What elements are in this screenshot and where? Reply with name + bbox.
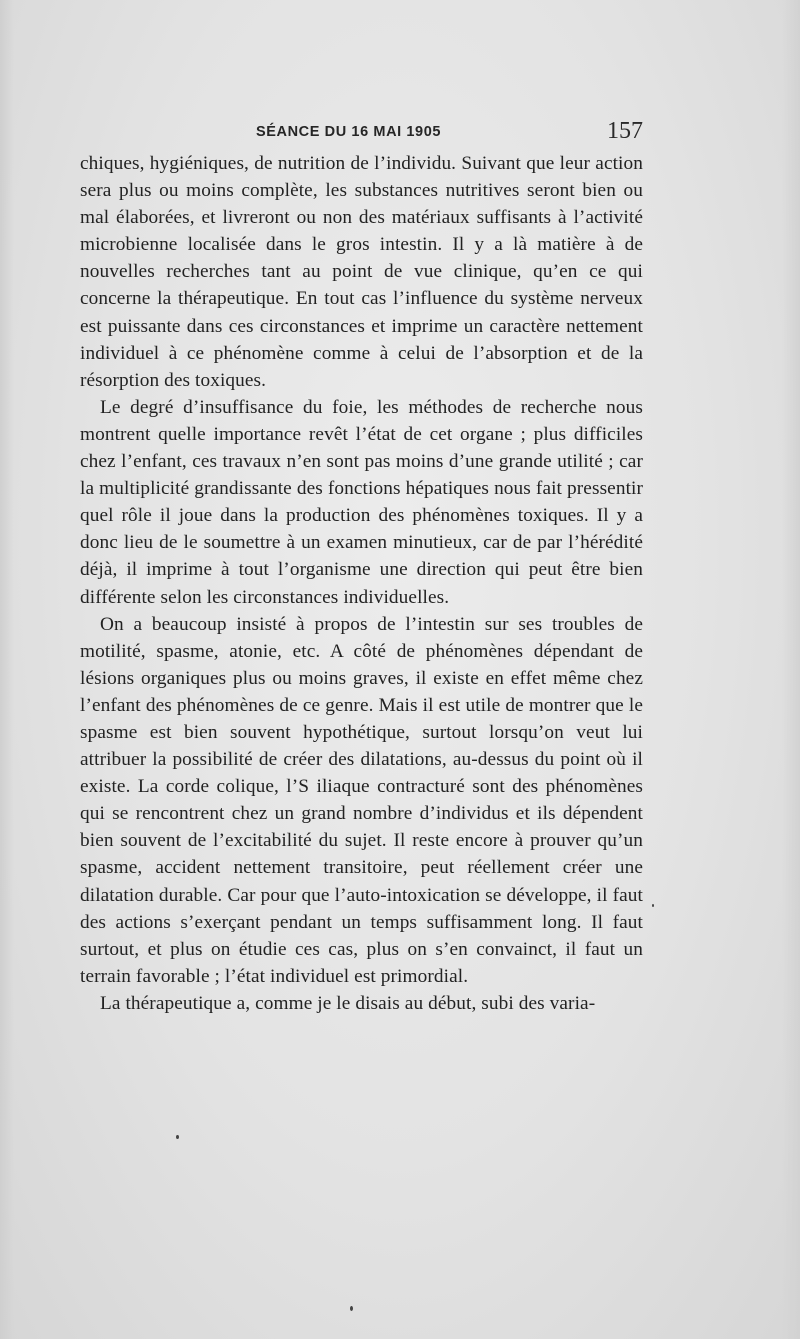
scan-shadow-left bbox=[0, 0, 14, 1339]
running-title: SÉANCE DU 16 MAI 1905 bbox=[256, 124, 442, 140]
paragraph-continued: chiques, hygiéniques, de nutrition de l’individu. Suivant que leur action sera plus ou moins complète, les substances nutritives seront bien ou mal élaborées, et livreront ou non des matériaux suffisants à l’activité microbienne localisée dans le gros intestin. Il y a là matière à de nouvelles recherches tant au point de vue clinique, qu’en ce qui concerne la thérapeutique. En tout cas l’influence du système nerveux est puissante dans ces circonstances et imprime un caractère nettement individuel à ce phénomène comme à celui de l’absorption et de la résorption des toxiques. bbox=[80, 153, 643, 391]
paragraph: On a beaucoup insisté à propos de l’intestin sur ses troubles de motilité, spasme, atonie, etc. A côté de phénomènes dépendant de lésions organiques plus ou moins graves, il existe en effet même chez l’enfant des phénomènes de ce genre. Mais il est utile de montrer que le spasme est bien souvent hypothétique, surtout lorsqu’on veut lui attribuer la possibilité de créer des dilatations, au-dessus du point où il existe. La corde colique, l’S iliaque contracturé sont des phénomènes qui se rencontrent chez un grand nombre d’individus et ils dépendent bien souvent de l’excitabilité du sujet. Il reste encore à prouver qu’un spasme, accident nettement transitoire, peut réellement créer une dilatation durable. Car pour que l’auto-intoxication se développe, il faut des actions s’exerçant pendant un temps suffisamment long. Il faut surtout, et plus on étudie ces cas, plus on s’en convainct, il faut un terrain favorable ; l’état individuel est primordial. bbox=[80, 613, 643, 987]
page-number: 157 bbox=[607, 118, 643, 144]
ink-speck bbox=[350, 1306, 353, 1311]
ink-speck bbox=[176, 1135, 179, 1139]
scan-shadow-right bbox=[782, 0, 800, 1339]
ink-speck bbox=[652, 904, 654, 907]
paragraph: Le degré d’insuffisance du foie, les méthodes de recherche nous montrent quelle importance revêt l’état de cet organe ; plus difficiles chez l’enfant, ces travaux n’en sont pas moins d’une grande utilité ; car la multiplicité grandissante des fonctions hépatiques nous fait pressentir quel rôle il joue dans la production des phénomènes toxiques. Il y a donc lieu de le soumettre à un examen minutieux, car de par l’hérédité déjà, il imprime à tout l’organisme une direction qui peut être bien différente selon les circonstances individuelles. bbox=[80, 396, 643, 608]
page-header bbox=[80, 118, 643, 148]
body-text bbox=[80, 150, 643, 1017]
paragraph: La thérapeutique a, comme je le disais au début, subi des varia- bbox=[100, 992, 596, 1014]
